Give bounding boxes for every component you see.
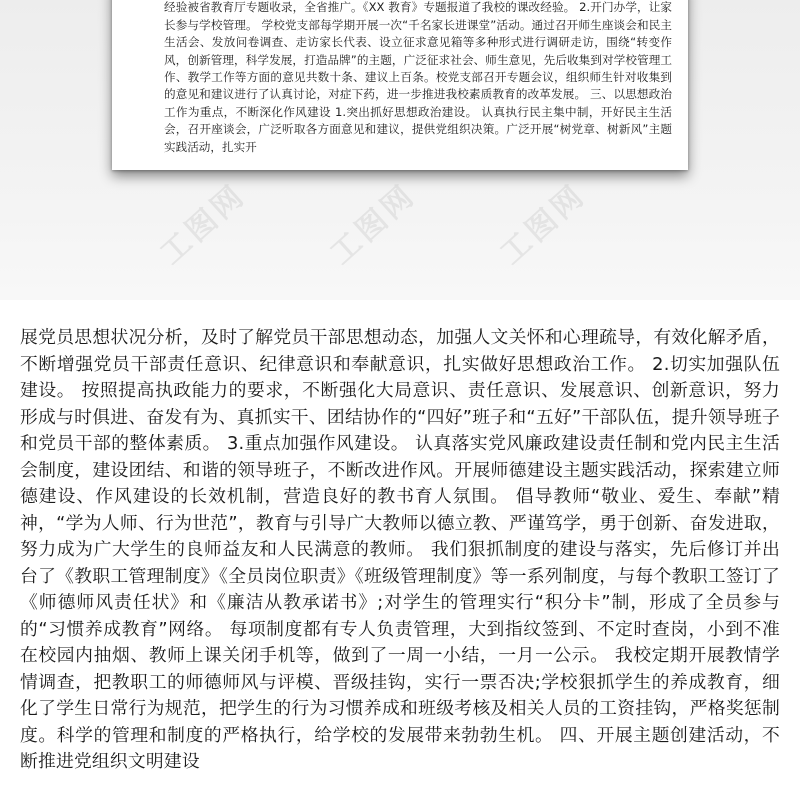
watermark-logo: 工图网 [493, 177, 593, 272]
preview-paragraph: 经验被省教育厅专题收录，全省推广。《XX 教育》专题报道了我校的课改经验。 2.开门办学，让家长参与学校管理。 学校党支部每学期开展一次“千名家长进课堂”活动。通过召开师生座谈会和民主生活会、发放问卷调查、走访家长代表、设立征求意见箱等多种形式进行调研走访，围绕“转变作风，创新管理，科学发展，打造品牌”的主题，广泛征求社会、师生意见，先后收集到对学校管理工作、教学工作等方面的意见共数十条、建议上百条。校党支部召开专题会议，组织师生针对收集到的意见和建议进行了认真讨论，对症下药，进一步推进我校素质教育的改革发展。 三、以思想政治工作为重点，不断深化作风建设 1.突出抓好思想政治建设。 认真执行民主集中制，开好民主生活会，召开座谈会，广泛听取各方面意见和建议，提供党组织决策。广泛开展“树党章、树新风”主题实践活动，扎实开 [164, 0, 672, 154]
watermark-logo: 工图网 [323, 177, 423, 272]
body-paragraph: 展党员思想状况分析，及时了解党员干部思想动态，加强人文关怀和心理疏导，有效化解矛盾，不断增强党员干部责任意识、纪律意识和奉献意识，扎实做好思想政治工作。 2.切实加强队伍建设。 按照提高执政能力的要求，不断强化大局意识、责任意识、发展意识、创新意识，努力形成与时俱进、奋发有为、真抓实干、团结协作的“四好”班子和“五好”干部队伍，提升领导班子和党员干部的整体素质。 3.重点加强作风建设。 认真落实党风廉政建设责任制和党内民主生活会制度，建设团结、和谐的领导班子，不断改进作风。开展师德建设主题实践活动，探索建立师德建设、作风建设的长效机制，营造良好的教书育人氛围。 倡导教师“敬业、爱生、奉献”精神，“学为人师、行为世范”，教育与引导广大教师以德立教、严谨笃学，勇于创新、奋发进取，努力成为广大学生的良师益友和人民满意的教师。 我们狠抓制度的建设与落实，先后修订并出台了《教职工管理制度》《全员岗位职责》《班级管理制度》等一系列制度，与每个教职工签订了《师德师风责任状》和《廉洁从教承诺书》;对学生的管理实行“积分卡”制，形成了全员参与的“习惯养成教育”网络。 每项制度都有专人负责管理，大到指纹签到、不定时查岗，小到不准在校园内抽烟、教师上课关闭手机等，做到了一周一小结，一月一公示。 我校定期开展教情学情调查，把教职工的师德师风与评模、晋级挂钩，实行一票否决;学校狠抓学生的养成教育，细化了学生日常行为规范，把学生的行为习惯养成和班级考核及相关人员的工资挂钩，严格奖惩制度。科学的管理和制度的严格执行，给学校的发展带来勃勃生机。 四、开展主题创建活动，不断推进党组织文明建设 [20, 327, 780, 772]
watermark-logo: 工图网 [153, 177, 253, 272]
preview-background [0, 0, 800, 300]
document-preview-card [112, 0, 688, 170]
